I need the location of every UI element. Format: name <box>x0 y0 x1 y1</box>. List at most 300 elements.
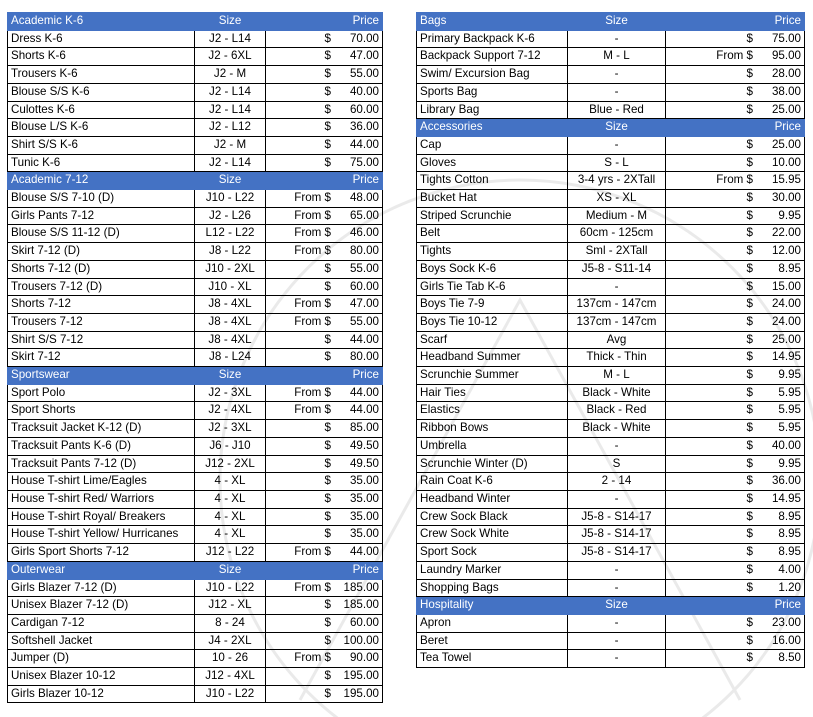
price-prefix: From $ <box>294 403 331 417</box>
item-size: J10 - L22 <box>195 579 266 597</box>
item-name: Rain Coat K-6 <box>417 473 568 491</box>
item-name: Apron <box>417 614 568 632</box>
item-size: - <box>568 30 666 48</box>
table-row <box>417 544 805 562</box>
item-size: J8 - L24 <box>195 349 266 367</box>
price-amount: 36.00 <box>349 120 379 134</box>
price-prefix: $ <box>746 261 753 275</box>
price-amount: 8.95 <box>778 545 801 559</box>
table-row <box>417 579 805 597</box>
table-row <box>8 83 383 101</box>
item-name: Shirt S/S 7-12 <box>8 331 195 349</box>
table-row <box>8 508 383 526</box>
header-size-label: Size <box>195 172 266 190</box>
price-amount: 49.50 <box>349 438 379 452</box>
item-name: Unisex Blazer 10-12 <box>8 668 195 686</box>
price-amount: 35.00 <box>349 509 379 523</box>
item-size: J2 - L14 <box>195 83 266 101</box>
item-name: Boys Sock K-6 <box>417 260 568 278</box>
item-name: Crew Sock Black <box>417 508 568 526</box>
item-size: 137cm - 147cm <box>568 313 666 331</box>
price-amount: 36.00 <box>771 474 801 488</box>
item-name: Shorts 7-12 (D) <box>8 260 195 278</box>
item-price <box>666 632 805 650</box>
item-name: Crew Sock White <box>417 526 568 544</box>
item-price <box>266 632 383 650</box>
price-amount: 90.00 <box>349 651 379 665</box>
item-name: Cardigan 7-12 <box>8 614 195 632</box>
price-prefix: $ <box>746 368 753 382</box>
header-price-label: Price <box>666 597 805 615</box>
item-price <box>666 331 805 349</box>
item-price <box>266 526 383 544</box>
item-name: Sport Shorts <box>8 402 195 420</box>
price-prefix: $ <box>324 31 331 45</box>
price-amount: 65.00 <box>349 208 379 222</box>
item-size: 3-4 yrs - 2XTall <box>568 172 666 190</box>
table-row <box>8 136 383 154</box>
price-prefix: $ <box>746 651 753 665</box>
price-prefix: From $ <box>294 208 331 222</box>
item-name: Ribbon Bows <box>417 420 568 438</box>
table-row <box>417 296 805 314</box>
item-name: Sport Sock <box>417 544 568 562</box>
price-amount: 24.00 <box>771 314 801 328</box>
table-row <box>8 278 383 296</box>
item-price <box>266 225 383 243</box>
item-name: Trousers 7-12 (D) <box>8 278 195 296</box>
price-amount: 16.00 <box>771 633 801 647</box>
price-amount: 35.00 <box>349 527 379 541</box>
table-row <box>8 650 383 668</box>
price-prefix: $ <box>746 155 753 169</box>
price-prefix: $ <box>324 350 331 364</box>
table-row <box>8 402 383 420</box>
price-amount: 46.00 <box>349 226 379 240</box>
table-row <box>417 384 805 402</box>
table-row <box>8 668 383 686</box>
item-size: - <box>568 561 666 579</box>
item-size: J8 - 4XL <box>195 296 266 314</box>
table-row <box>417 154 805 172</box>
item-name: Umbrella <box>417 437 568 455</box>
price-amount: 80.00 <box>349 350 379 364</box>
price-prefix: $ <box>746 191 753 205</box>
table-row <box>8 243 383 261</box>
item-size: J2 - L26 <box>195 207 266 225</box>
item-name: Girls Blazer 7-12 (D) <box>8 579 195 597</box>
item-size: J5-8 - S11-14 <box>568 260 666 278</box>
table-row <box>8 207 383 225</box>
item-price <box>266 136 383 154</box>
item-size: - <box>568 650 666 668</box>
item-size: - <box>568 632 666 650</box>
price-amount: 25.00 <box>771 137 801 151</box>
header-price-label: Price <box>266 561 383 579</box>
price-prefix: $ <box>324 120 331 134</box>
table-row <box>417 30 805 48</box>
price-amount: 49.50 <box>349 456 379 470</box>
item-price <box>266 597 383 615</box>
header-size-label: Size <box>195 13 266 31</box>
table-row <box>8 544 383 562</box>
price-prefix: $ <box>746 314 753 328</box>
table-row <box>417 313 805 331</box>
price-amount: 44.00 <box>349 137 379 151</box>
item-name: Cap <box>417 136 568 154</box>
item-price <box>666 83 805 101</box>
price-amount: 195.00 <box>343 686 379 700</box>
header-size-label: Size <box>568 119 666 137</box>
table-row <box>417 420 805 438</box>
item-name: Beret <box>417 632 568 650</box>
price-prefix: $ <box>324 279 331 293</box>
item-name: Jumper (D) <box>8 650 195 668</box>
item-name: Blouse S/S 7-10 (D) <box>8 190 195 208</box>
item-size: 10 - 26 <box>195 650 266 668</box>
item-size: XS - XL <box>568 190 666 208</box>
price-prefix: From $ <box>716 173 753 187</box>
item-size: 2 - 14 <box>568 473 666 491</box>
table-row <box>8 420 383 438</box>
header-size-label: Size <box>568 13 666 31</box>
price-prefix: $ <box>324 509 331 523</box>
table-row <box>8 225 383 243</box>
price-amount: 185.00 <box>343 580 379 594</box>
item-price <box>666 508 805 526</box>
item-name: Laundry Marker <box>417 561 568 579</box>
price-prefix: $ <box>324 137 331 151</box>
price-amount: 8.95 <box>778 527 801 541</box>
price-prefix: From $ <box>294 314 331 328</box>
price-prefix: $ <box>746 421 753 435</box>
price-prefix: From $ <box>294 385 331 399</box>
item-size: J10 - 2XL <box>195 260 266 278</box>
price-amount: 9.95 <box>778 208 801 222</box>
table-row <box>8 101 383 119</box>
table-row <box>8 260 383 278</box>
price-amount: 22.00 <box>771 226 801 240</box>
item-size: J12 - 4XL <box>195 668 266 686</box>
price-amount: 8.95 <box>778 509 801 523</box>
price-amount: 30.00 <box>771 191 801 205</box>
item-size: J8 - 4XL <box>195 313 266 331</box>
item-size: J10 - L22 <box>195 685 266 703</box>
price-amount: 55.00 <box>349 314 379 328</box>
item-name: Scrunchie Winter (D) <box>417 455 568 473</box>
item-price <box>666 544 805 562</box>
table-row <box>417 455 805 473</box>
item-price <box>666 48 805 66</box>
price-amount: 9.95 <box>778 368 801 382</box>
item-size: J10 - XL <box>195 278 266 296</box>
header-name-label: Sportswear <box>8 367 195 385</box>
price-prefix: $ <box>746 438 753 452</box>
table-row <box>417 260 805 278</box>
item-size: 4 - XL <box>195 473 266 491</box>
price-amount: 35.00 <box>349 491 379 505</box>
item-price <box>666 473 805 491</box>
price-prefix: $ <box>324 615 331 629</box>
item-size: - <box>568 66 666 84</box>
price-prefix: $ <box>324 686 331 700</box>
item-price <box>266 243 383 261</box>
price-prefix: $ <box>746 84 753 98</box>
price-prefix: $ <box>746 137 753 151</box>
item-size: J10 - L22 <box>195 190 266 208</box>
item-price <box>666 614 805 632</box>
item-name: Skirt 7-12 (D) <box>8 243 195 261</box>
item-price <box>666 66 805 84</box>
item-name: Shorts 7-12 <box>8 296 195 314</box>
item-price <box>266 30 383 48</box>
header-price-label: Price <box>266 367 383 385</box>
price-prefix: $ <box>746 208 753 222</box>
item-size: J5-8 - S14-17 <box>568 526 666 544</box>
item-price <box>666 579 805 597</box>
table-row <box>417 473 805 491</box>
price-amount: 44.00 <box>349 385 379 399</box>
item-name: Tracksuit Pants 7-12 (D) <box>8 455 195 473</box>
item-name: Culottes K-6 <box>8 101 195 119</box>
price-prefix: $ <box>324 527 331 541</box>
section-header-bags <box>417 13 805 31</box>
table-row <box>8 526 383 544</box>
price-prefix: $ <box>324 84 331 98</box>
item-price <box>666 402 805 420</box>
item-size: J2 - M <box>195 66 266 84</box>
price-prefix: $ <box>746 244 753 258</box>
table-row <box>417 402 805 420</box>
item-price <box>266 331 383 349</box>
price-prefix: $ <box>324 633 331 647</box>
item-size: S <box>568 455 666 473</box>
item-size: Thick - Thin <box>568 349 666 367</box>
item-name: Bucket Hat <box>417 190 568 208</box>
price-amount: 14.95 <box>771 491 801 505</box>
item-price <box>666 101 805 119</box>
price-amount: 195.00 <box>343 669 379 683</box>
item-price <box>266 66 383 84</box>
table-row <box>8 296 383 314</box>
item-name: Shirt S/S K-6 <box>8 136 195 154</box>
table-row <box>417 83 805 101</box>
item-price <box>666 154 805 172</box>
price-prefix: $ <box>324 332 331 346</box>
price-prefix: $ <box>746 491 753 505</box>
price-prefix: $ <box>746 67 753 81</box>
item-name: Sport Polo <box>8 384 195 402</box>
item-size: J8 - 4XL <box>195 331 266 349</box>
header-name-label: Hospitality <box>417 597 568 615</box>
item-price <box>266 349 383 367</box>
item-name: Dress K-6 <box>8 30 195 48</box>
header-size-label: Size <box>195 367 266 385</box>
item-size: - <box>568 437 666 455</box>
item-name: Tracksuit Pants K-6 (D) <box>8 437 195 455</box>
table-row <box>417 437 805 455</box>
item-price <box>266 420 383 438</box>
table-row <box>417 243 805 261</box>
table-row <box>8 685 383 703</box>
item-price <box>266 154 383 172</box>
item-size: 4 - XL <box>195 526 266 544</box>
table-row <box>8 597 383 615</box>
section-header-academic-k-6 <box>8 13 383 31</box>
item-size: - <box>568 579 666 597</box>
item-name: Boys Tie 10-12 <box>417 313 568 331</box>
price-amount: 1.20 <box>778 580 801 594</box>
price-amount: 55.00 <box>349 67 379 81</box>
item-size: L12 - L22 <box>195 225 266 243</box>
item-size: Medium - M <box>568 207 666 225</box>
table-row <box>417 190 805 208</box>
item-name: Shorts K-6 <box>8 48 195 66</box>
item-size: J2 - 4XL <box>195 402 266 420</box>
item-name: Softshell Jacket <box>8 632 195 650</box>
price-prefix: $ <box>746 615 753 629</box>
item-price <box>266 508 383 526</box>
item-name: Tights <box>417 243 568 261</box>
section-header-academic-7-12 <box>8 172 383 190</box>
item-size: J2 - 3XL <box>195 420 266 438</box>
table-row <box>417 172 805 190</box>
table-row <box>8 349 383 367</box>
price-amount: 100.00 <box>343 633 379 647</box>
item-price <box>266 437 383 455</box>
item-price <box>266 384 383 402</box>
item-name: Unisex Blazer 7-12 (D) <box>8 597 195 615</box>
item-size: Blue - Red <box>568 101 666 119</box>
item-size: 60cm - 125cm <box>568 225 666 243</box>
item-size: J2 - L14 <box>195 30 266 48</box>
price-prefix: $ <box>324 421 331 435</box>
item-price <box>266 668 383 686</box>
item-size: M - L <box>568 367 666 385</box>
header-price-label: Price <box>666 119 805 137</box>
price-prefix: From $ <box>294 545 331 559</box>
item-name: House T-shirt Yellow/ Hurricanes <box>8 526 195 544</box>
table-row <box>8 66 383 84</box>
price-prefix: $ <box>746 403 753 417</box>
table-row <box>417 331 805 349</box>
item-size: - <box>568 83 666 101</box>
price-prefix: $ <box>746 102 753 116</box>
table-row <box>8 154 383 172</box>
price-prefix: $ <box>324 474 331 488</box>
item-price <box>266 614 383 632</box>
table-row <box>8 119 383 137</box>
table-row <box>8 437 383 455</box>
item-name: Headband Winter <box>417 490 568 508</box>
table-row <box>8 473 383 491</box>
item-name: Skirt 7-12 <box>8 349 195 367</box>
item-price <box>266 190 383 208</box>
item-name: Tights Cotton <box>417 172 568 190</box>
item-size: J2 - M <box>195 136 266 154</box>
price-amount: 9.95 <box>778 456 801 470</box>
item-size: J2 - 3XL <box>195 384 266 402</box>
item-price <box>666 278 805 296</box>
price-prefix: $ <box>746 509 753 523</box>
item-name: Tea Towel <box>417 650 568 668</box>
item-price <box>266 455 383 473</box>
price-prefix: $ <box>746 297 753 311</box>
item-name: Blouse S/S 11-12 (D) <box>8 225 195 243</box>
price-prefix: $ <box>746 580 753 594</box>
price-amount: 23.00 <box>771 615 801 629</box>
price-prefix: $ <box>324 598 331 612</box>
price-prefix: From $ <box>294 244 331 258</box>
price-amount: 47.00 <box>349 297 379 311</box>
item-size: 137cm - 147cm <box>568 296 666 314</box>
price-amount: 80.00 <box>349 244 379 258</box>
item-price <box>266 544 383 562</box>
item-name: Girls Sport Shorts 7-12 <box>8 544 195 562</box>
item-price <box>666 420 805 438</box>
price-amount: 24.00 <box>771 297 801 311</box>
section-header-outerwear <box>8 561 383 579</box>
price-amount: 55.00 <box>349 261 379 275</box>
item-name: Tunic K-6 <box>8 154 195 172</box>
item-price <box>666 526 805 544</box>
item-name: Trousers 7-12 <box>8 313 195 331</box>
item-name: Girls Pants 7-12 <box>8 207 195 225</box>
item-name: Girls Blazer 10-12 <box>8 685 195 703</box>
header-name-label: Academic 7-12 <box>8 172 195 190</box>
table-row <box>8 579 383 597</box>
item-price <box>266 207 383 225</box>
item-size: J12 - XL <box>195 597 266 615</box>
header-name-label: Accessories <box>417 119 568 137</box>
item-price <box>266 402 383 420</box>
item-name: Gloves <box>417 154 568 172</box>
price-amount: 14.95 <box>771 350 801 364</box>
item-price <box>666 561 805 579</box>
price-prefix: $ <box>324 261 331 275</box>
item-size: - <box>568 490 666 508</box>
price-prefix: From $ <box>716 49 753 63</box>
price-amount: 25.00 <box>771 102 801 116</box>
price-prefix: From $ <box>294 297 331 311</box>
price-prefix: From $ <box>294 226 331 240</box>
item-price <box>666 30 805 48</box>
price-prefix: $ <box>746 332 753 346</box>
item-name: Striped Scrunchie <box>417 207 568 225</box>
price-amount: 8.95 <box>778 261 801 275</box>
item-name: Backpack Support 7-12 <box>417 48 568 66</box>
item-name: Blouse L/S K-6 <box>8 119 195 137</box>
table-row <box>8 313 383 331</box>
header-name-label: Outerwear <box>8 561 195 579</box>
item-size: J2 - L12 <box>195 119 266 137</box>
item-price <box>666 367 805 385</box>
header-price-label: Price <box>666 13 805 31</box>
price-prefix: $ <box>324 67 331 81</box>
section-header-hospitality <box>417 597 805 615</box>
item-name: Belt <box>417 225 568 243</box>
price-amount: 4.00 <box>778 562 801 576</box>
table-row <box>417 561 805 579</box>
price-amount: 38.00 <box>771 84 801 98</box>
price-amount: 15.00 <box>771 279 801 293</box>
item-size: Black - Red <box>568 402 666 420</box>
price-amount: 40.00 <box>771 438 801 452</box>
price-prefix: $ <box>746 31 753 45</box>
item-name: Boys Tie 7-9 <box>417 296 568 314</box>
item-size: J12 - L22 <box>195 544 266 562</box>
item-size: J2 - L14 <box>195 154 266 172</box>
